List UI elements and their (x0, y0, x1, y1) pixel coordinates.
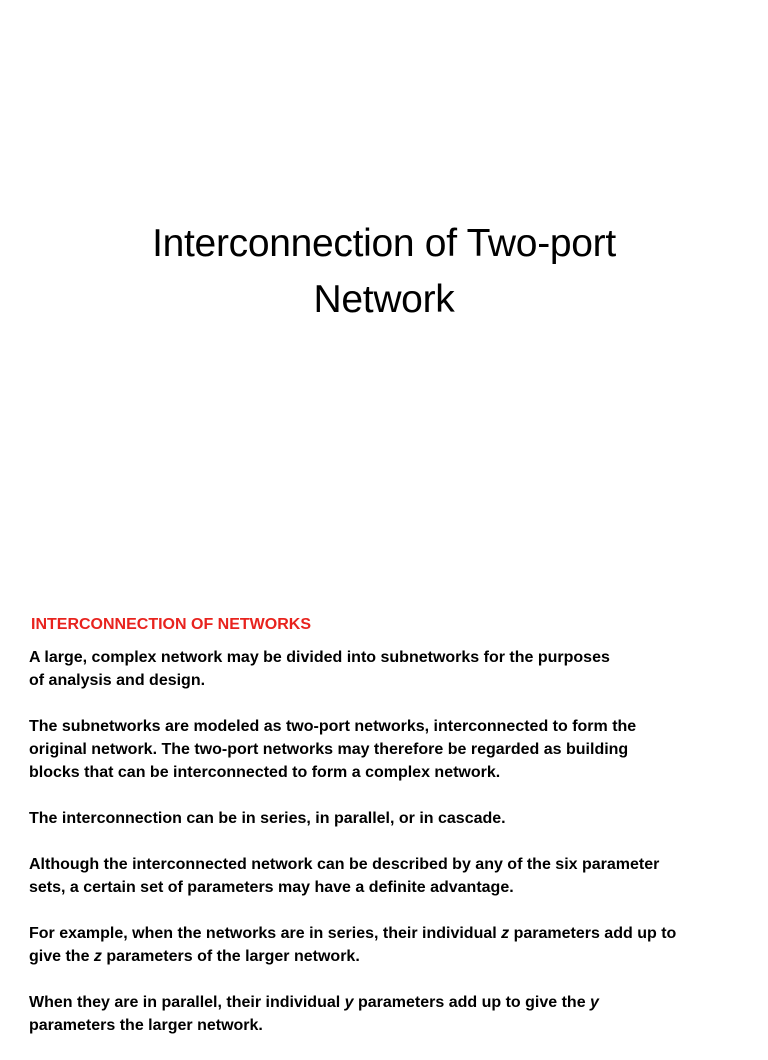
p5-symbol-z-2: z (93, 948, 102, 965)
paragraph-6 (29, 991, 749, 1037)
p6-text-a: When they are in parallel, their individual (29, 994, 345, 1011)
p6-symbol-y-2: y (590, 994, 599, 1011)
p5-symbol-z: z (501, 925, 510, 942)
content-section (29, 614, 749, 1060)
paragraph-1: A large, complex network may be divided into subnetworks for the purposes of analysis and design. (29, 649, 610, 689)
p6-text-c: parameters add up to give the (353, 994, 591, 1011)
section-heading: INTERCONNECTION OF NETWORKS (31, 616, 311, 633)
paragraph-4: Although the interconnected network can be described by any of the six parameter sets, a certain set of parameters may have a definite advantage. (29, 856, 660, 896)
paragraph-5 (29, 922, 749, 968)
page-title (0, 216, 768, 328)
paragraph-3: The interconnection can be in series, in parallel, or in cascade. (29, 810, 506, 827)
p5-text-e: parameters of the larger network. (101, 948, 360, 965)
p5-text-c: parameters add up to give the (29, 925, 677, 965)
title-line-1: Interconnection of Two-port (152, 222, 616, 266)
p5-text-a: For example, when the networks are in series, their individual (29, 925, 502, 942)
title-line-2: Network (313, 278, 455, 322)
p6-text-e: parameters the larger network. (29, 1017, 263, 1034)
p6-symbol-y: y (344, 994, 354, 1011)
paragraph-2: The subnetworks are modeled as two-port networks, interconnected to form the original network. The two-port networks may therefore be regarded as building blocks that can be interconnected to form a complex network. (29, 718, 637, 781)
